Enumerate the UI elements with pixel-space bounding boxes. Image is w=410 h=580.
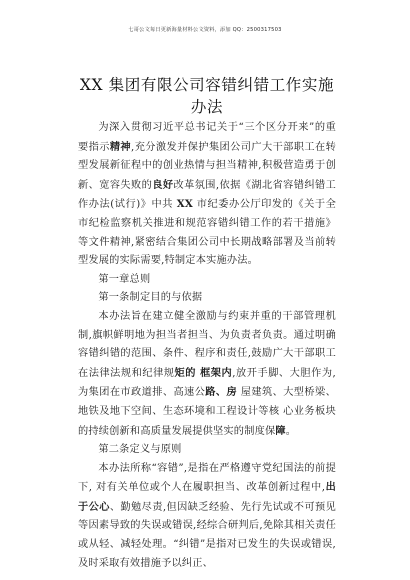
preamble-paragraph: [78, 119, 336, 271]
article-1-text-4: 。: [285, 425, 297, 437]
article-1-bold-1: 矩的 框架内: [174, 366, 233, 379]
article-1-text-2: ,放开手脚、大胆作为,为集团在市政道排、高速公: [78, 367, 336, 399]
preamble-text-1: 为深入贯彻习近平总书记关于“三个区分开来”的重要指示: [78, 122, 336, 153]
preamble-text-2: ,充分激发并保护集团公司广大干部职工在转型发展新征程中的创业热情与担当精神,积极营造勇于创新、宽容失败的: [78, 141, 336, 191]
article-1-bold-3: 障: [275, 424, 286, 437]
preamble-bold-1: 精神: [109, 140, 132, 153]
article-2-text-2: 、勤勉尽责,但因缺乏经验、先行先试或不可预见等因素导致的失误或错误,经综合研判后,免除其相关责任或从轻、减轻处理。“纠错”是指对已发生的失误或错误,及时采取有效措施予以纠正、: [78, 501, 336, 569]
preamble-bold-3: XX: [176, 198, 193, 211]
article-2-bold-1: 出于公心: [78, 481, 337, 513]
article-1-heading: 第一条制定目的与依据: [98, 292, 203, 304]
chapter-heading: 第一章总则: [98, 273, 151, 285]
article-2-paragraph: [78, 460, 336, 574]
preamble-bold-2: 良好: [152, 178, 174, 191]
document-body: [78, 119, 336, 573]
document-title: XX 集团有限公司容错纠错工作实施办法: [79, 76, 335, 116]
article-2-heading: 第二条定义与原则: [98, 444, 182, 456]
article-1-text-3: 屋建筑、大型桥梁、地铁及地下空间、生态环境和工程设计等核 心业务板块的持续创新和高质量发展提供坚实的制度保: [78, 387, 336, 437]
header-note: 七哥公文每日更新海量材料公文资料，添加 QQ：2500317503: [128, 27, 282, 33]
article-1-bold-2: 路、房: [205, 386, 238, 399]
preamble-text-4: 市纪委办公厅印发的《关于全市纪检监察机关推进和规范容错纠错工作的若干措施》等文件精神,紧密结合集团公司中长期战略部署及当前转型发展的实际需要,特制定本实施办法。: [78, 199, 336, 267]
article-1-text-1: 本办法旨在建立健全激励与约束并重的干部管理机制,旗帜鲜明地为担当者担当、为负责者负责。通过明确容错纠错的范围、条件、程序和责任,鼓励广大干部职工在法律法规和纪律规: [78, 310, 336, 379]
preamble-text-3: 改革氛围,依据《湖北省容错纠错工作办法(试行)》中共: [78, 179, 336, 211]
article-1-paragraph: [78, 308, 336, 441]
article-2-text-1: 本办法所称“容错”,是指在严格遵守党纪国法的前提下, 对有关单位或个人在履职担当、改革创新过程中,: [78, 462, 336, 494]
